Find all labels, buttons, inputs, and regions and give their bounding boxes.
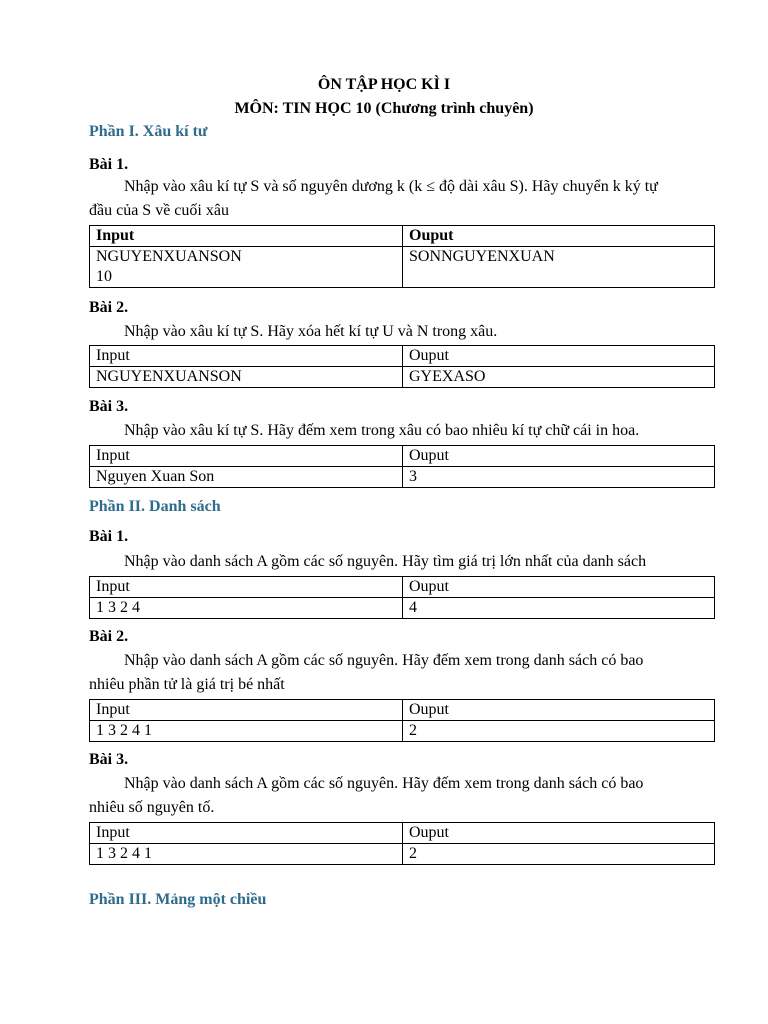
part1-ex3-table <box>89 445 715 488</box>
input-header: Input <box>90 700 403 721</box>
table-header-row <box>90 346 715 367</box>
table-header-row <box>90 446 715 467</box>
doc-title-line1: ÔN TẬP HỌC KÌ I <box>317 76 451 93</box>
input-header: Input <box>90 446 403 467</box>
output-header: Ouput <box>403 346 715 367</box>
output-header: Ouput <box>403 700 715 721</box>
table-header-row <box>90 226 715 247</box>
part2-ex3-text-line2: nhiêu số nguyên tố. <box>89 799 215 816</box>
input-cell: Nguyen Xuan Son <box>90 467 403 488</box>
input-line-2: 10 <box>96 268 112 285</box>
input-cell: NGUYENXUANSON <box>90 367 403 388</box>
input-header: Input <box>90 346 403 367</box>
part2-ex3-table <box>89 822 715 865</box>
output-cell: 2 <box>403 844 715 865</box>
part1-ex2-label: Bài 2. <box>89 299 129 316</box>
output-cell: GYEXASO <box>403 367 715 388</box>
table-header-row <box>90 577 715 598</box>
part1-heading: Phần I. Xâu kí tư <box>89 123 208 140</box>
doc-title-line2: MÔN: TIN HỌC 10 (Chương trình chuyên) <box>234 100 534 117</box>
output-header: Ouput <box>403 446 715 467</box>
part2-ex3-label: Bài 3. <box>89 751 129 768</box>
input-cell: 1 3 2 4 <box>90 598 403 619</box>
part2-ex2-label: Bài 2. <box>89 628 129 645</box>
part1-ex3-text <box>89 419 714 443</box>
input-line-1: NGUYENXUANSON <box>96 248 242 265</box>
part2-heading: Phần II. Danh sách <box>89 498 221 515</box>
table-header-row <box>90 823 715 844</box>
part1-ex3-label: Bài 3. <box>89 398 129 415</box>
part2-ex2-table <box>89 699 715 742</box>
part1-ex2-text-line1: Nhập vào xâu kí tự S. Hãy xóa hết kí tự U và N trong xâu. <box>124 323 498 340</box>
table-row <box>90 598 715 619</box>
part2-ex3-text <box>89 772 714 820</box>
table-row <box>90 844 715 865</box>
part2-ex1-label: Bài 1. <box>89 528 129 545</box>
output-header: Ouput <box>403 226 715 247</box>
table-row <box>90 247 715 288</box>
output-cell: 4 <box>403 598 715 619</box>
part2-ex2-text <box>89 649 714 697</box>
part1-ex1-text-line2: đầu của S về cuối xâu <box>89 202 229 219</box>
input-cell <box>90 247 403 288</box>
part1-ex1-text <box>89 175 714 223</box>
output-cell: 3 <box>403 467 715 488</box>
input-cell: 1 3 2 4 1 <box>90 844 403 865</box>
part1-ex2-table <box>89 345 715 388</box>
table-row <box>90 721 715 742</box>
input-header: Input <box>90 823 403 844</box>
part1-ex3-text-line1: Nhập vào xâu kí tự S. Hãy đếm xem trong xâu có bao nhiêu kí tự chữ cái in hoa. <box>124 422 640 439</box>
output-header: Ouput <box>403 823 715 844</box>
part1-ex1-text-line1: Nhập vào xâu kí tự S và số nguyên dương k (k ≤ độ dài xâu S). Hãy chuyển k ký tự <box>124 178 658 195</box>
part2-ex2-text-line2: nhiêu phần tử là giá trị bé nhất <box>89 676 285 693</box>
part2-ex2-text-line1: Nhập vào danh sách A gồm các số nguyên. Hãy đếm xem trong danh sách có bao <box>124 652 644 669</box>
part2-ex1-text-line1: Nhập vào danh sách A gồm các số nguyên. Hãy tìm giá trị lớn nhất của danh sách <box>124 553 647 570</box>
part2-ex3-text-line1: Nhập vào danh sách A gồm các số nguyên. Hãy đếm xem trong danh sách có bao <box>124 775 644 792</box>
part2-ex1-text <box>89 550 714 574</box>
table-row <box>90 367 715 388</box>
table-row <box>90 467 715 488</box>
part3-heading: Phần III. Mảng một chiều <box>89 891 267 908</box>
table-header-row <box>90 700 715 721</box>
part1-ex1-label: Bài 1. <box>89 156 129 173</box>
output-cell: 2 <box>403 721 715 742</box>
input-header: Input <box>90 226 403 247</box>
part1-ex1-table <box>89 225 715 288</box>
part1-ex2-text <box>89 320 714 344</box>
input-header: Input <box>90 577 403 598</box>
output-header: Ouput <box>403 577 715 598</box>
input-cell: 1 3 2 4 1 <box>90 721 403 742</box>
part2-ex1-table <box>89 576 715 619</box>
output-cell: SONNGUYENXUAN <box>403 247 715 288</box>
